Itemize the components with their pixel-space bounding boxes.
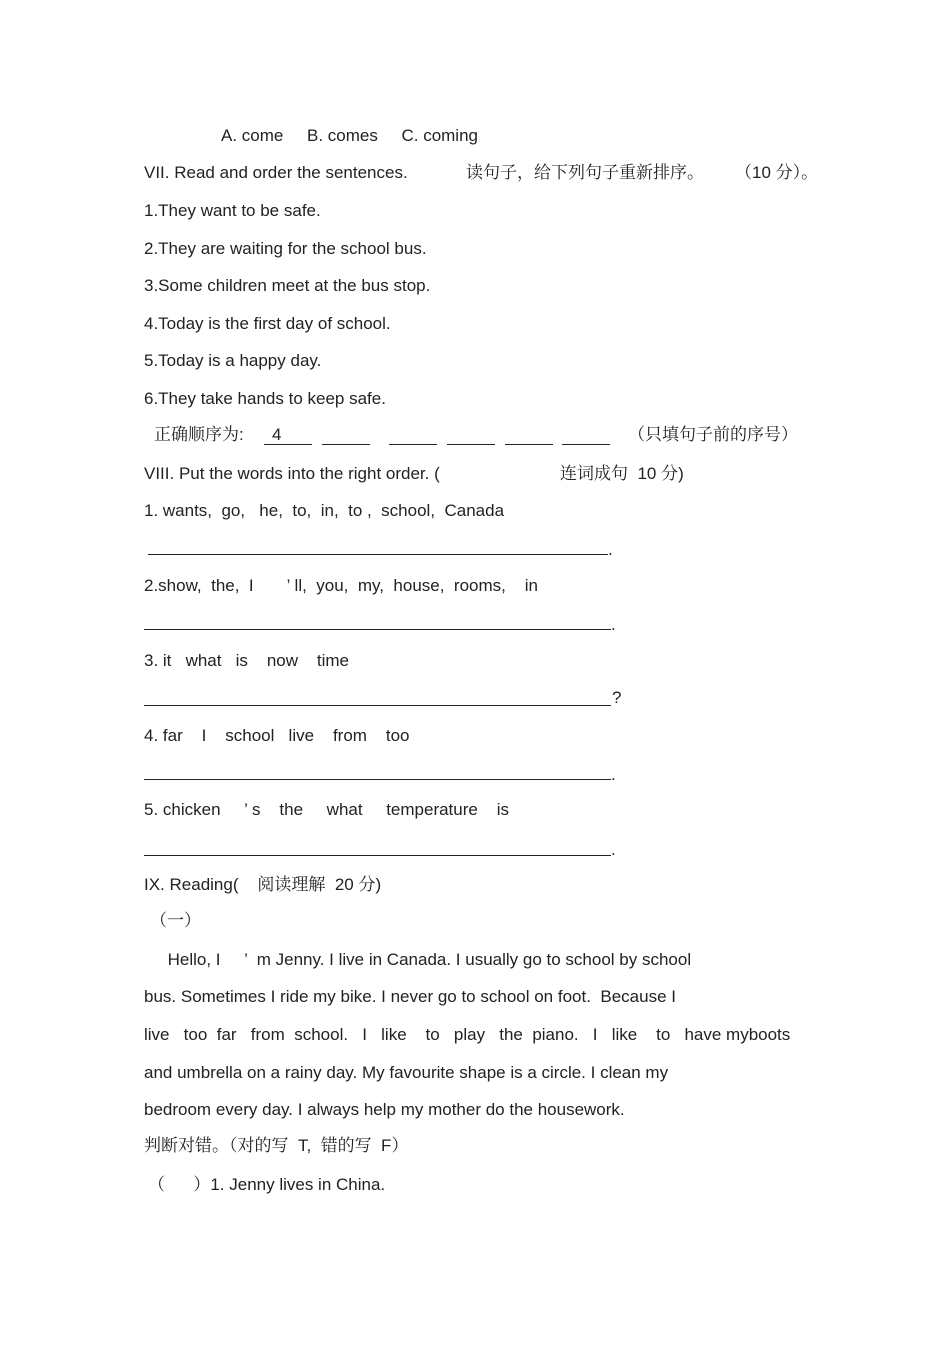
reorder-item-3-answer-line[interactable]	[144, 705, 611, 706]
reorder-item-4-words: 4. far I school live from too	[144, 726, 410, 745]
order-label: 正确顺序为:	[154, 425, 244, 444]
section-7-title-cn: 读句子，给下列句子重新排序。	[466, 163, 704, 182]
passage-line-1: Hello, I ’ m Jenny. I live in Canada. I usually go to school by school	[144, 950, 692, 969]
choice-c: C. coming	[401, 126, 478, 145]
reorder-item-3-end: ?	[612, 688, 622, 707]
reading-part-label: （一）	[150, 911, 201, 930]
choice-a: A. come	[221, 126, 284, 145]
reorder-item-2-end: .	[611, 615, 616, 634]
section-9-title: IX. Reading( 阅读理解 20 分)	[144, 875, 382, 894]
order-blank-4[interactable]	[447, 444, 495, 445]
reorder-item-5-words: 5. chicken ’ s the what temperature is	[144, 800, 510, 819]
choice-b: B. comes	[306, 126, 378, 145]
reorder-item-4-end: .	[611, 765, 616, 784]
reorder-item-5-answer-line[interactable]	[144, 855, 611, 856]
passage-line-3: live too far from school. I like to play the piano. I like to have myboots	[144, 1025, 791, 1044]
sentence-6: 6.They take hands to keep safe.	[144, 389, 386, 408]
judge-question-1[interactable]: （ ）1. Jenny lives in China.	[148, 1175, 386, 1194]
sentence-4: 4.Today is the first day of school.	[144, 314, 391, 333]
reorder-item-3-words: 3. it what is now time	[144, 651, 350, 670]
judge-instruction: 判断对错。（对的写 T, 错的写 F）	[144, 1136, 409, 1155]
section-7-title: VII. Read and order the sentences.	[144, 163, 408, 182]
reorder-item-1-answer-line[interactable]	[148, 554, 608, 555]
order-blank-2[interactable]	[322, 444, 370, 445]
order-blank-3[interactable]	[389, 444, 437, 445]
order-blank-5[interactable]	[505, 444, 553, 445]
order-blank-1[interactable]	[264, 425, 312, 445]
reorder-item-2-answer-line[interactable]	[144, 629, 611, 630]
sentence-3: 3.Some children meet at the bus stop.	[144, 276, 431, 295]
reorder-item-1-end: .	[608, 540, 613, 559]
reorder-item-4-answer-line[interactable]	[144, 779, 611, 780]
order-blank-6[interactable]	[562, 444, 610, 445]
passage-line-4: and umbrella on a rainy day. My favourite shape is a circle. I clean my	[144, 1063, 669, 1082]
section-8-title-cn: 连词成句 10 分)	[560, 464, 684, 483]
reorder-item-5-end: .	[611, 840, 616, 859]
sentence-1: 1.They want to be safe.	[144, 201, 321, 220]
section-8-title: VIII. Put the words into the right order. (	[144, 464, 440, 483]
order-note: （只填句子前的序号）	[628, 425, 798, 444]
answer-choices	[221, 126, 478, 146]
sentence-5: 5.Today is a happy day.	[144, 351, 322, 370]
passage-line-5: bedroom every day. I always help my mother do the housework.	[144, 1100, 625, 1119]
reorder-item-2-words: 2.show, the, I ’ ll, you, my, house, rooms, in	[144, 576, 538, 595]
reorder-item-1-words: 1. wants, go, he, to, in, to , school, Canada	[144, 501, 505, 520]
passage-line-2: bus. Sometimes I ride my bike. I never go to school on foot. Because I	[144, 987, 676, 1006]
sentence-2: 2.They are waiting for the school bus.	[144, 239, 427, 258]
section-7-points: （10 分）。	[735, 163, 819, 182]
order-first-answer: 4	[272, 425, 282, 444]
